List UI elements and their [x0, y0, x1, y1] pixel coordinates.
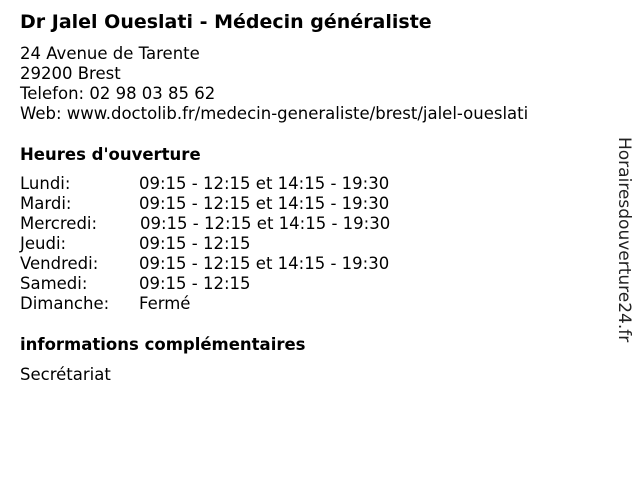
day-label: Samedi: — [20, 274, 88, 293]
hours-row-vendredi — [20, 254, 390, 274]
time-range: 09:15 - 12:15 et 14:15 - 19:30 — [139, 254, 390, 273]
time-range: 09:15 - 12:15 et 14:15 - 19:30 — [139, 174, 390, 193]
opening-hours-heading: Heures d'ouverture — [20, 145, 201, 164]
hours-row-dimanche — [20, 294, 390, 314]
street-address: 24 Avenue de Tarente — [20, 44, 200, 63]
address-block — [20, 44, 528, 124]
day-label: Vendredi: — [20, 254, 99, 273]
day-label: Mercredi: — [20, 214, 98, 233]
additional-info-text: Secrétariat — [20, 365, 111, 384]
site-watermark: Horairesdouverture24.fr — [614, 137, 634, 343]
day-label: Mardi: — [20, 194, 72, 213]
city-postal-code: 29200 Brest — [20, 64, 121, 83]
day-label: Dimanche: — [20, 294, 110, 313]
time-range: Fermé — [139, 294, 191, 313]
hours-row-jeudi — [20, 234, 390, 254]
hours-row-lundi — [20, 174, 390, 194]
hours-row-mardi — [20, 194, 390, 214]
time-range: 09:15 - 12:15 — [139, 234, 251, 253]
website-url: Web: www.doctolib.fr/medecin-generaliste/brest/jalel-oueslati — [20, 104, 529, 123]
hours-row-samedi — [20, 274, 390, 294]
day-label: Lundi: — [20, 174, 71, 193]
opening-hours-table — [20, 174, 390, 314]
time-range: 09:15 - 12:15 — [139, 274, 251, 293]
time-range: 09:15 - 12:15 et 14:15 - 19:30 — [140, 214, 391, 233]
day-label: Jeudi: — [20, 234, 67, 253]
hours-row-mercredi — [20, 214, 390, 234]
time-range: 09:15 - 12:15 et 14:15 - 19:30 — [139, 194, 390, 213]
additional-info-heading: informations complémentaires — [20, 335, 306, 354]
page-title: Dr Jalel Oueslati - Médecin généraliste — [20, 11, 432, 33]
phone-number: Telefon: 02 98 03 85 62 — [20, 84, 216, 103]
